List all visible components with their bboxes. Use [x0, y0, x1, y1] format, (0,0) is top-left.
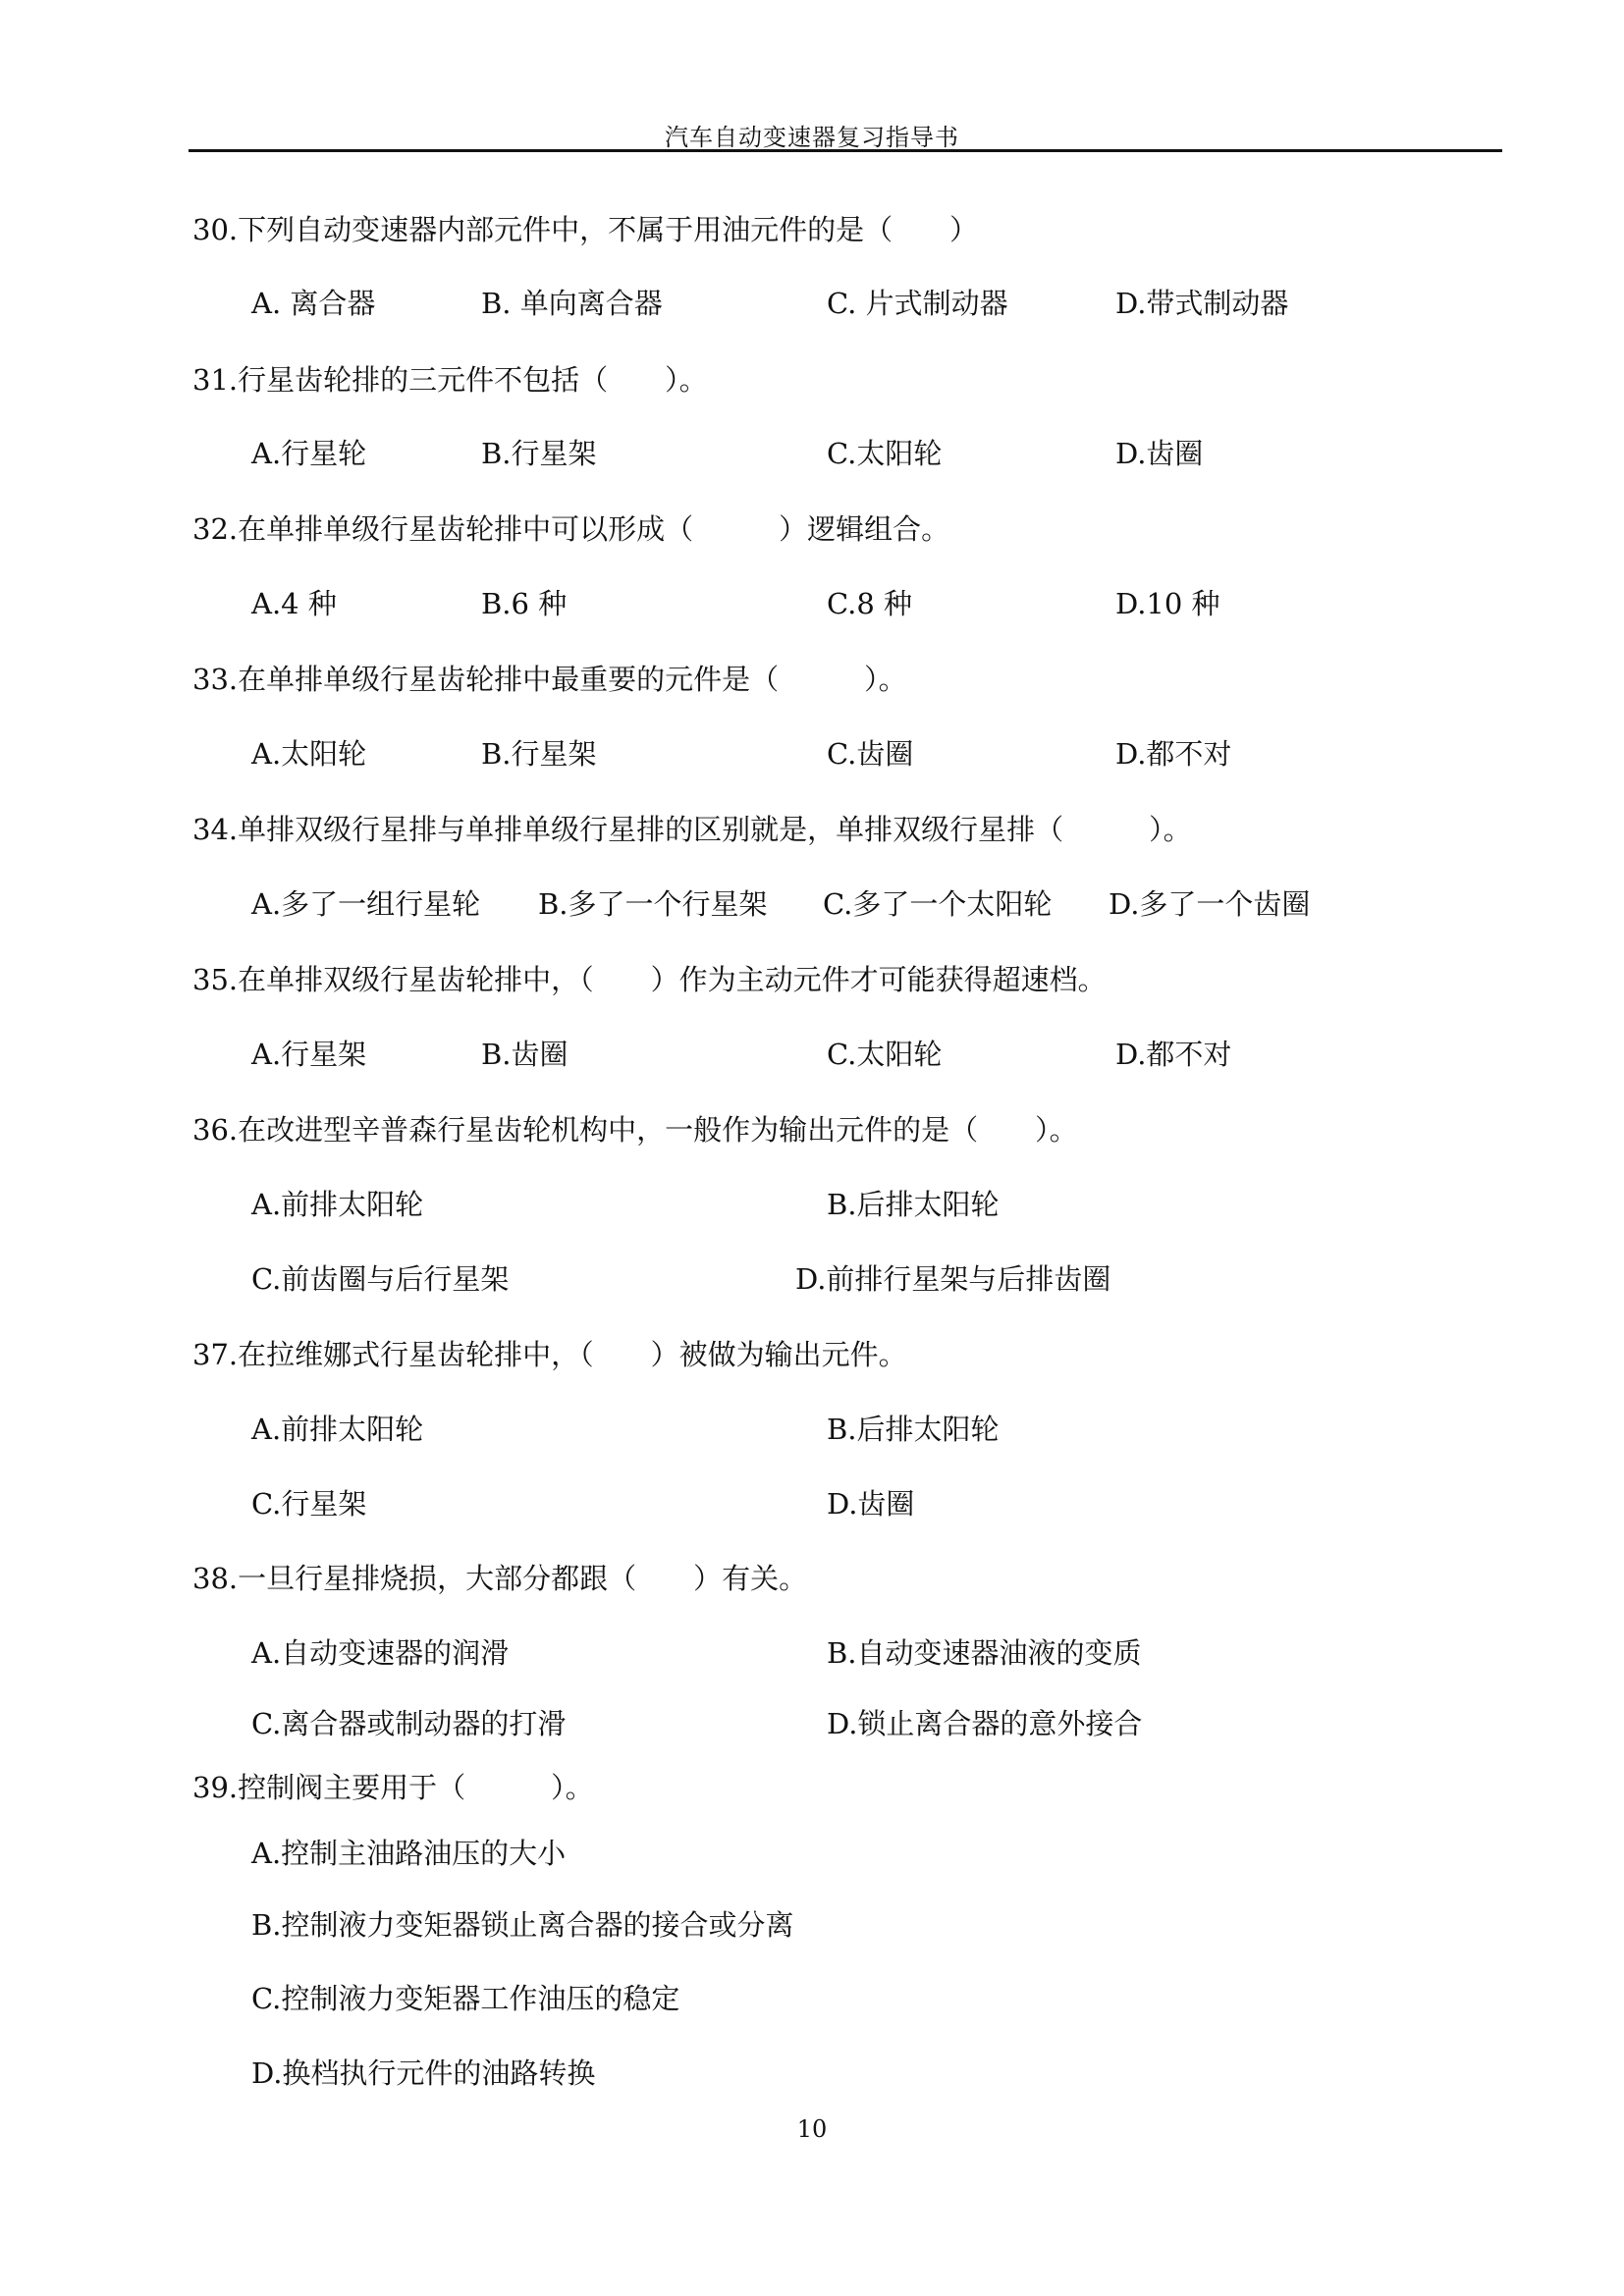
question-33-option-a: A.太阳轮 — [251, 737, 367, 771]
question-37-option-a: A.前排太阳轮 — [251, 1413, 424, 1446]
question-31-option-d: D.齿圈 — [1115, 437, 1204, 470]
question-32-option-b: B.6 种 — [481, 587, 568, 620]
question-39-option-d: D.换档执行元件的油路转换 — [251, 2056, 596, 2090]
question-34-option-b: B.多了一个行星架 — [538, 887, 768, 921]
page-number: 10 — [796, 2115, 828, 2143]
question-36-option-a: A.前排太阳轮 — [251, 1188, 424, 1221]
question-33-option-c: C.齿圈 — [827, 737, 914, 771]
question-31-option-b: B.行星架 — [481, 437, 597, 470]
question-39-stem: 39.控制阀主要用于（ ）。 — [192, 1771, 594, 1804]
question-32-option-a: A.4 种 — [251, 587, 337, 620]
question-35-stem: 35.在单排双级行星齿轮排中，（ ）作为主动元件才可能获得超速档。 — [192, 963, 1107, 996]
question-30-stem: 30.下列自动变速器内部元件中，不属于用油元件的是（ ） — [192, 213, 979, 246]
question-36-option-c: C.前齿圈与后行星架 — [251, 1262, 510, 1296]
question-37-option-c: C.行星架 — [251, 1487, 367, 1521]
question-33-stem: 33.在单排单级行星齿轮排中最重要的元件是（ ）。 — [192, 663, 907, 696]
question-31-stem: 31.行星齿轮排的三元件不包括（ ）。 — [192, 363, 708, 397]
question-30-option-c: C. 片式制动器 — [827, 287, 1008, 320]
question-35-option-b: B.齿圈 — [481, 1038, 568, 1071]
question-35-option-d: D.都不对 — [1115, 1038, 1232, 1071]
question-37-stem: 37.在拉维娜式行星齿轮排中，（ ）被做为输出元件。 — [192, 1338, 907, 1371]
question-36-option-d: D.前排行星架与后排齿圈 — [795, 1262, 1111, 1296]
question-31-option-a: A.行星轮 — [251, 437, 367, 470]
question-34-option-c: C.多了一个太阳轮 — [823, 887, 1053, 921]
question-35-option-a: A.行星架 — [251, 1038, 367, 1071]
question-37-option-b: B.后排太阳轮 — [827, 1413, 1000, 1446]
question-34-stem: 34.单排双级行星排与单排单级行星排的区别就是，单排双级行星排（ ）。 — [192, 813, 1192, 846]
header-title: 汽车自动变速器复习指导书 — [665, 124, 959, 151]
question-34-option-a: A.多了一组行星轮 — [251, 887, 481, 921]
question-38-stem: 38.一旦行星排烧损，大部分都跟（ ）有关。 — [192, 1562, 808, 1595]
question-33-option-d: D.都不对 — [1115, 737, 1232, 771]
question-37-option-d: D.齿圈 — [827, 1487, 915, 1521]
header-rule — [189, 149, 1502, 152]
question-36-option-b: B.后排太阳轮 — [827, 1188, 1000, 1221]
question-39-option-a: A.控制主油路油压的大小 — [251, 1837, 567, 1870]
question-30-option-b: B. 单向离合器 — [481, 287, 663, 320]
question-30-option-d: D.带式制动器 — [1115, 287, 1289, 320]
question-35-option-c: C.太阳轮 — [827, 1038, 943, 1071]
question-39-option-b: B.控制液力变矩器锁止离合器的接合或分离 — [251, 1908, 794, 1942]
question-38-option-a: A.自动变速器的润滑 — [251, 1636, 510, 1670]
question-30-option-a: A. 离合器 — [251, 287, 376, 320]
question-32-option-c: C.8 种 — [827, 587, 913, 620]
question-32-option-d: D.10 种 — [1115, 587, 1220, 620]
question-33-option-b: B.行星架 — [481, 737, 597, 771]
question-31-option-c: C.太阳轮 — [827, 437, 943, 470]
question-38-option-c: C.离合器或制动器的打滑 — [251, 1707, 567, 1740]
question-34-option-d: D.多了一个齿圈 — [1109, 887, 1311, 921]
question-32-stem: 32.在单排单级行星齿轮排中可以形成（ ）逻辑组合。 — [192, 512, 950, 546]
question-38-option-d: D.锁止离合器的意外接合 — [827, 1707, 1143, 1740]
question-39-option-c: C.控制液力变矩器工作油压的稳定 — [251, 1982, 680, 2015]
question-36-stem: 36.在改进型辛普森行星齿轮机构中，一般作为输出元件的是（ ）。 — [192, 1113, 1078, 1147]
question-38-option-b: B.自动变速器油液的变质 — [827, 1636, 1142, 1670]
